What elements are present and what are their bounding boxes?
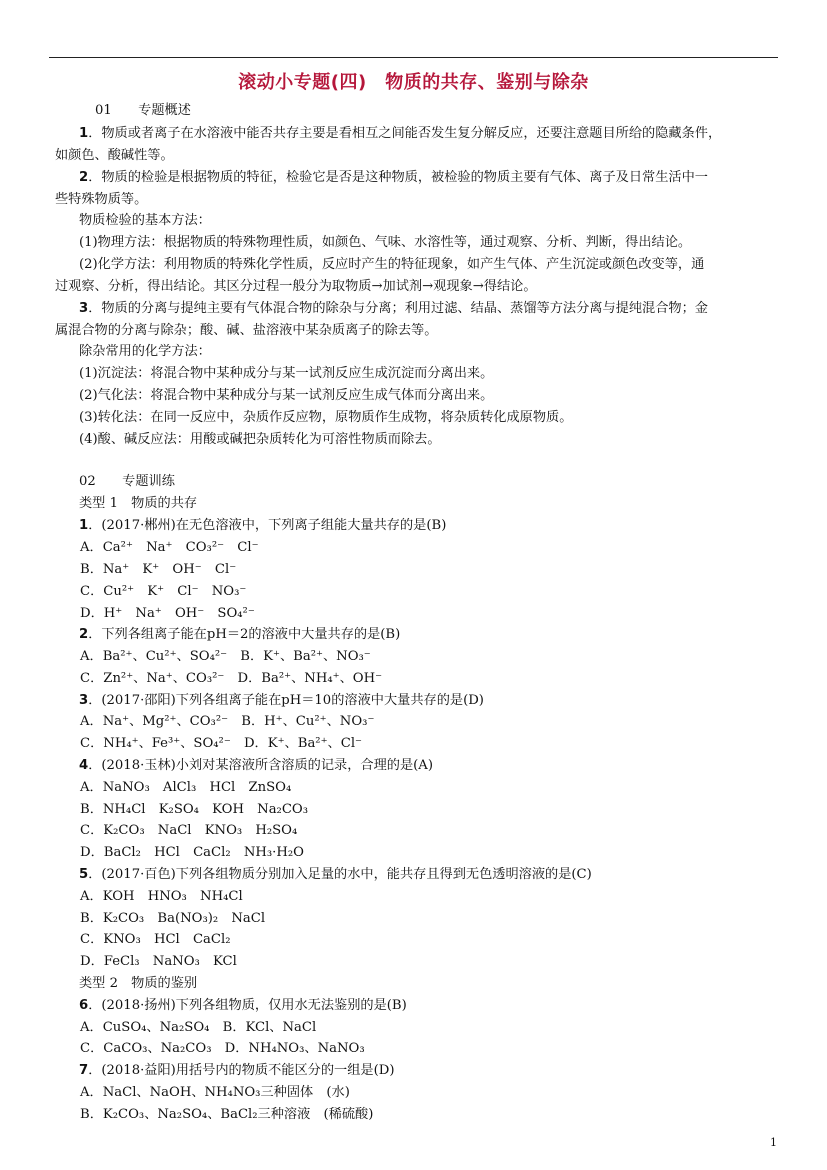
page-number: 1 (770, 1136, 777, 1149)
paragraph: (1)物理方法：根据物质的特殊物理性质，如颜色、气味、水溶性等，通过观察、分析、判断，得出结论。 (79, 235, 692, 250)
section-title: 专题训练 (122, 474, 175, 489)
paragraph: 属混合物的分离与除杂；酸、碱、盐溶液中某杂质离子的除去等。 (55, 323, 438, 338)
paragraph: (3)转化法：在同一反应中，杂质作反应物，原物质作生成物，将杂质转化成原物质。 (79, 410, 573, 425)
option: B．K₂CO₃、Na₂SO₄、BaCl₂三种溶液 (稀硫酸) (80, 1107, 374, 1122)
type-heading: 类型 2 物质的鉴别 (79, 976, 198, 991)
option: C．Cu²⁺ K⁺ Cl⁻ NO₃⁻ (80, 584, 247, 599)
paragraph: 1．物质或者离子在水溶液中能否共存主要是看相互之间能否发生复分解反应，还要注意题目所给的隐藏条件， (79, 126, 722, 141)
section-title: 专题概述 (138, 103, 191, 118)
question: 7．(2018·益阳)用括号内的物质不能区分的一组是(D) (79, 1063, 395, 1078)
section-heading (95, 102, 191, 120)
section-heading (79, 473, 175, 491)
paragraph: 除杂常用的化学方法： (79, 344, 211, 359)
page-title: 滚动小专题(四) 物质的共存、鉴别与除杂 (238, 72, 589, 93)
paragraph: 2．物质的检验是根据物质的特征，检验它是否是这种物质，被检验的物质主要有气体、离子及日常生活中一 (79, 170, 708, 185)
paragraph: 如颜色、酸碱性等。 (55, 148, 174, 163)
question: 2．下列各组离子能在pH＝2的溶液中大量共存的是(B) (79, 627, 401, 642)
option: B．Na⁺ K⁺ OH⁻ Cl⁻ (80, 562, 237, 577)
option: D．H⁺ Na⁺ OH⁻ SO₄²⁻ (80, 606, 255, 621)
option: A．Ba²⁺、Cu²⁺、SO₄²⁻ B．K⁺、Ba²⁺、NO₃⁻ (80, 649, 371, 664)
option: C．NH₄⁺、Fe³⁺、SO₄²⁻ D．K⁺、Ba²⁺、Cl⁻ (80, 736, 363, 751)
paragraph: 3．物质的分离与提纯主要有气体混合物的除杂与分离；利用过滤、结晶、蒸馏等方法分离与提纯混合物；金 (79, 301, 708, 316)
question: 5．(2017·百色)下列各组物质分别加入足量的水中，能共存且得到无色透明溶液的是(C) (79, 867, 592, 882)
option: A．NaNO₃ AlCl₃ HCl ZnSO₄ (80, 780, 292, 795)
section-number: 01 (95, 103, 112, 118)
option: A．NaCl、NaOH、NH₄NO₃三种固体 (水) (80, 1085, 350, 1100)
option: A．Na⁺、Mg²⁺、CO₃²⁻ B．H⁺、Cu²⁺、NO₃⁻ (80, 714, 375, 729)
option: C．KNO₃ HCl CaCl₂ (80, 932, 231, 947)
option: C．Zn²⁺、Na⁺、CO₃²⁻ D．Ba²⁺、NH₄⁺、OH⁻ (80, 671, 383, 686)
type-heading: 类型 1 物质的共存 (79, 496, 198, 511)
paragraph: (4)酸、碱反应法：用酸或碱把杂质转化为可溶性物质而除去。 (79, 432, 441, 447)
paragraph: 些特殊物质等。 (55, 192, 148, 207)
option: D．FeCl₃ NaNO₃ KCl (80, 954, 237, 969)
option: B．K₂CO₃ Ba(NO₃)₂ NaCl (80, 911, 266, 926)
option: A．CuSO₄、Na₂SO₄ B．KCl、NaCl (80, 1020, 317, 1035)
paragraph: (2)化学方法：利用物质的特殊化学性质，反应时产生的特征现象，如产生气体、产生沉淀或颜色改变等，通 (79, 257, 705, 272)
paragraph: (1)沉淀法：将混合物中某种成分与某一试剂反应生成沉淀而分离出来。 (79, 366, 494, 381)
paragraph: 过观察、分析，得出结论。其区分过程一般分为取物质→加试剂→观现象→得结论。 (55, 279, 537, 294)
section-number: 02 (79, 474, 96, 489)
option: B．NH₄Cl K₂SO₄ KOH Na₂CO₃ (80, 802, 309, 817)
question: 6．(2018·扬州)下列各组物质，仅用水无法鉴别的是(B) (79, 998, 407, 1013)
option: D．BaCl₂ HCl CaCl₂ NH₃·H₂O (80, 845, 304, 860)
option: A．KOH HNO₃ NH₄Cl (80, 889, 243, 904)
option: A．Ca²⁺ Na⁺ CO₃²⁻ Cl⁻ (80, 540, 259, 555)
question: 1．(2017·郴州)在无色溶液中，下列离子组能大量共存的是(B) (79, 518, 447, 533)
question: 3．(2017·邵阳)下列各组离子能在pH＝10的溶液中大量共存的是(D) (79, 693, 484, 708)
option: C．K₂CO₃ NaCl KNO₃ H₂SO₄ (80, 823, 298, 838)
paragraph: 物质检验的基本方法： (79, 213, 211, 228)
paragraph: (2)气化法：将混合物中某种成分与某一试剂反应生成气体而分离出来。 (79, 388, 494, 403)
header-rule (49, 57, 778, 58)
question: 4．(2018·玉林)小刘对某溶液所含溶质的记录，合理的是(A) (79, 758, 433, 773)
option: C．CaCO₃、Na₂CO₃ D．NH₄NO₃、NaNO₃ (80, 1041, 365, 1056)
